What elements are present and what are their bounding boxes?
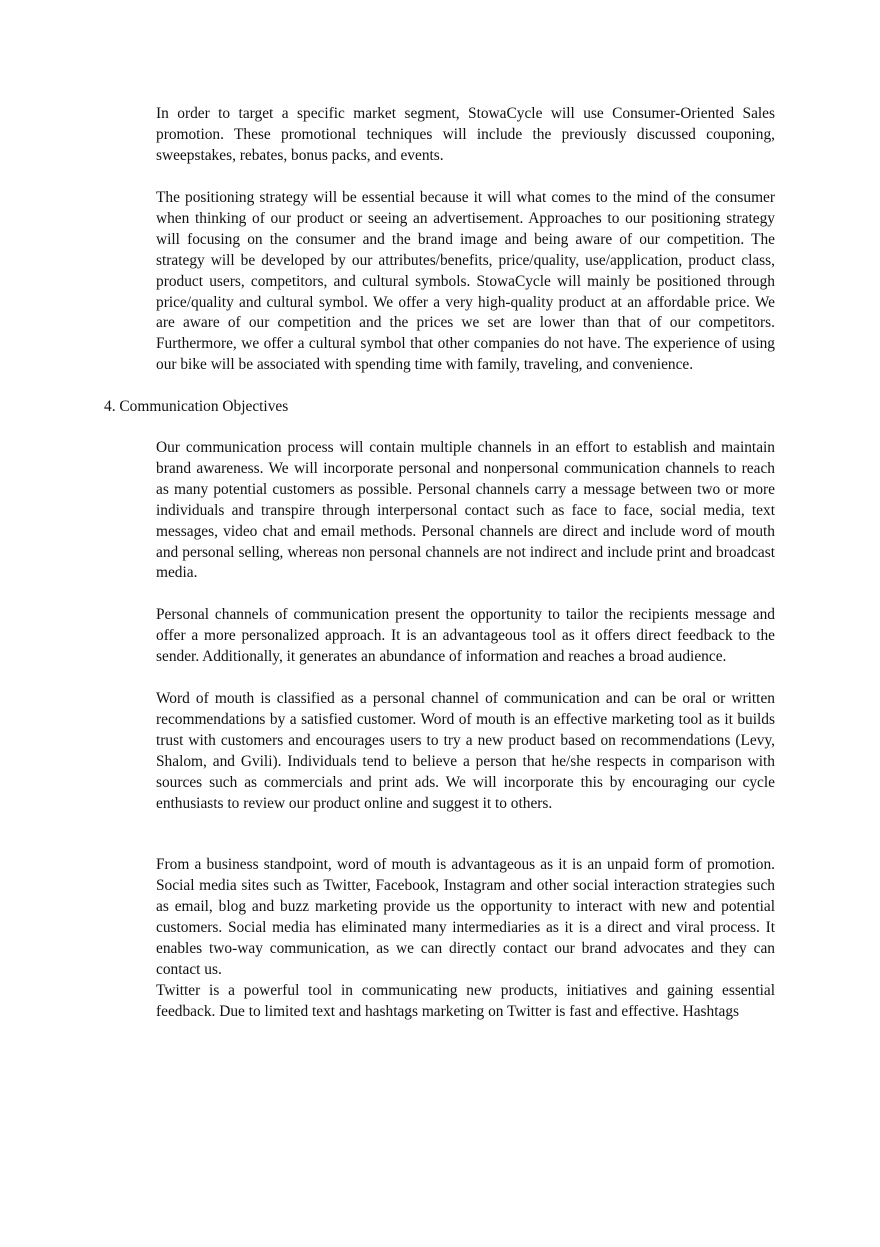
paragraph-twitter: Twitter is a powerful tool in communicating new products, initiatives and gaining essential feedback. Due to limited text and hashtags marketing on Twitter is fast and effective. Hashtags — [156, 982, 775, 1020]
paragraph-word-of-mouth: Word of mouth is classified as a personal channel of communication and can be oral or written recommendations by a satisfied customer. Word of mouth is an effective marketing tool as it builds trust with customers and encourages users to try a new product based on recommendations (Levy, Shalom, and Gvili). Individuals tend to believe a person that he/she respects in comparison with sources such as commercials and print ads. We will incorporate this by encouraging our cycle enthusiasts to review our product online and suggest it to others. — [156, 690, 775, 812]
paragraph-sales-promotion: In order to target a specific market segment, StowaCycle will use Consumer-Oriented Sales promotion. These promotional techniques will include the previously discussed couponing, sweepstakes, rebates, bonus packs, and events. — [156, 105, 775, 164]
paragraph-business-standpoint: From a business standpoint, word of mouth is advantageous as it is an unpaid form of promotion. Social media sites such as Twitter, Facebook, Instagram and other social interaction strategies such as email, blog and buzz marketing provide us the opportunity to interact with new and potential customers. Social media has eliminated many intermediaries as it is a direct and viral process. It enables two-way communication, as we can directly contact our brand advocates and they can contact us. — [156, 856, 775, 978]
paragraph-personal-channels: Personal channels of communication present the opportunity to tailor the recipients message and offer a more personalized approach. It is an advantageous tool as it offers direct feedback to the sender. Additionally, it generates an abundance of information and reaches a broad audience. — [156, 606, 775, 665]
paragraph-positioning-strategy: The positioning strategy will be essential because it will what comes to the mind of the consumer when thinking of our product or seeing an advertisement. Approaches to our positioning strategy will focusing on the consumer and the brand image and being aware of our competition. The strategy will be developed by our attributes/benefits, price/quality, use/application, product class, product users, competitors, and cultural symbols. StowaCycle will mainly be positioned through price/quality and cultural symbol. We offer a very high-quality product at an affordable price. We are aware of our competition and the prices we set are lower than that of our competitors. Furthermore, we offer a cultural symbol that other companies do not have. The experience of using our bike will be associated with spending time with family, traveling, and convenience. — [156, 189, 775, 374]
section-heading: 4. Communication Objectives — [104, 398, 289, 415]
paragraph-communication-process: Our communication process will contain multiple channels in an effort to establish and maintain brand awareness. We will incorporate personal and nonpersonal communication channels to reach as many potential customers as possible. Personal channels carry a message between two or more individuals and transpire through interpersonal contact such as face to face, social media, text messages, video chat and email methods. Personal channels are direct and include word of mouth and personal selling, whereas non personal channels are not indirect and include print and broadcast media. — [156, 439, 775, 582]
